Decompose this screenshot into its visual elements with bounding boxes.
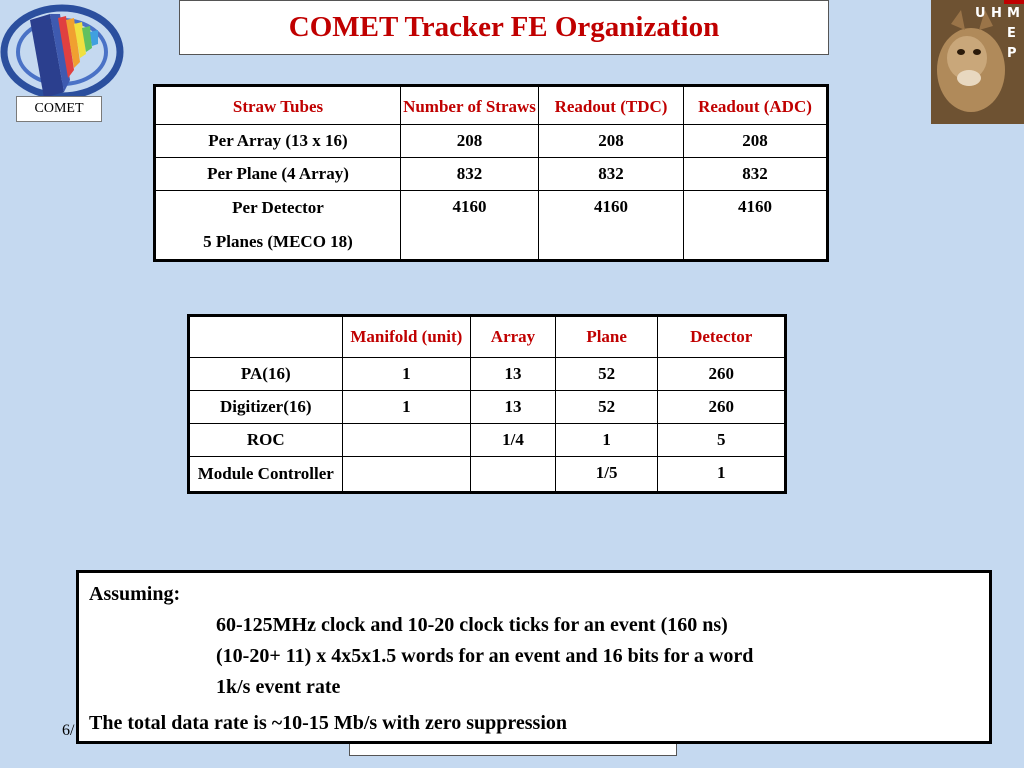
uhmep-logo: U H M E P: [931, 0, 1024, 124]
row-label: PA(16): [189, 358, 343, 391]
assumptions-box: [76, 570, 992, 744]
table-row: [189, 391, 786, 424]
table-cell: 208: [539, 125, 684, 158]
data-rate-conclusion: The total data rate is ~10-15 Mb/s with zero suppression: [89, 712, 567, 734]
table-cell: 4160: [401, 191, 539, 261]
assumption-item: (10-20+ 11) x 4x5x1.5 words for an event and 16 bits for a word: [216, 645, 754, 667]
assumption-item: 1k/s event rate: [216, 676, 341, 698]
footer-date: 6/: [62, 722, 75, 739]
table-cell: 832: [539, 158, 684, 191]
row-label: ROC: [189, 424, 343, 457]
table-cell: 4160: [539, 191, 684, 261]
table-cell: 4160: [684, 191, 828, 261]
comet-logo-label: COMET: [16, 96, 102, 122]
header-cell: Manifold (unit): [342, 316, 471, 358]
table-cell: 832: [401, 158, 539, 191]
header-cell: Number of Straws: [401, 86, 539, 125]
page-title: COMET Tracker FE Organization: [179, 0, 829, 55]
header-cell: Readout (TDC): [539, 86, 684, 125]
row-label-line: 5 Planes (MECO 18): [203, 232, 353, 251]
table-cell: 1: [342, 391, 471, 424]
logo-accent: [1004, 0, 1024, 4]
table-cell: 832: [684, 158, 828, 191]
table-cell: [471, 457, 556, 493]
header-cell: Array: [471, 316, 556, 358]
row-label: Per Plane (4 Array): [155, 158, 401, 191]
table-cell: 1: [342, 358, 471, 391]
table-cell: 1/5: [555, 457, 658, 493]
table-row: [189, 424, 786, 457]
header-cell: Readout (ADC): [684, 86, 828, 125]
table-cell: 208: [401, 125, 539, 158]
assumptions-heading: Assuming:: [89, 583, 181, 605]
table-row: [155, 125, 828, 158]
table-cell: 260: [658, 358, 786, 391]
header-cell: Plane: [555, 316, 658, 358]
table-cell: 5: [658, 424, 786, 457]
row-label: Module Controller: [189, 457, 343, 493]
table-cell: 13: [471, 391, 556, 424]
table-cell: 1/4: [471, 424, 556, 457]
modules-table: [187, 314, 787, 494]
row-label: [155, 191, 401, 261]
table-cell: [342, 457, 471, 493]
header-cell: Detector: [658, 316, 786, 358]
header-cell: Straw Tubes: [155, 86, 401, 125]
header-cell: [189, 316, 343, 358]
straw-tubes-table: [153, 84, 829, 262]
table-cell: 13: [471, 358, 556, 391]
table-row: [155, 191, 828, 261]
table-cell: 52: [555, 358, 658, 391]
table-cell: 1: [555, 424, 658, 457]
table-cell: 260: [658, 391, 786, 424]
table-row: [189, 358, 786, 391]
row-label: Per Array (13 x 16): [155, 125, 401, 158]
table-cell: [342, 424, 471, 457]
table-row: [189, 457, 786, 493]
assumption-item: 60-125MHz clock and 10-20 clock ticks for an event (160 ns): [216, 614, 728, 636]
table-header-row: [155, 86, 828, 125]
table-cell: 1: [658, 457, 786, 493]
row-label-line: Per Detector: [232, 198, 324, 217]
table-cell: 208: [684, 125, 828, 158]
row-label: Digitizer(16): [189, 391, 343, 424]
table-header-row: [189, 316, 786, 358]
table-row: [155, 158, 828, 191]
table-cell: 52: [555, 391, 658, 424]
